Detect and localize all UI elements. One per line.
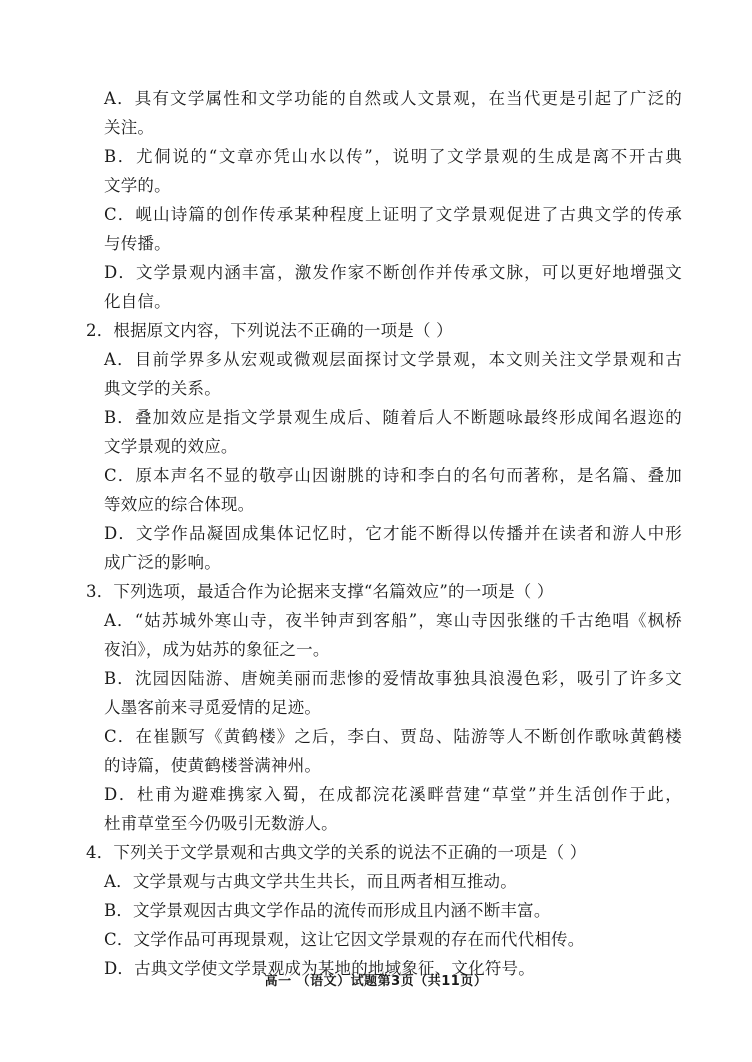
option-line: D．文学作品凝固成集体记忆时，它才能不断得以传播并在读者和游人中形 <box>104 524 682 543</box>
option-line: A．目前学界多从宏观或微观层面探讨文学景观，本文则关注文学景观和古 <box>104 350 682 369</box>
prev-option-a <box>86 84 682 142</box>
option-line: D．古典文学使文学景观成为某地的地域象征、文化符号。 <box>104 959 535 978</box>
question-3 <box>86 577 682 838</box>
option-line: 文学景观的效应。 <box>104 437 238 456</box>
prev-option-c <box>86 200 682 258</box>
option-line: B．文学景观因古典文学作品的流传而形成且内涵不断丰富。 <box>104 901 551 920</box>
option-line: 人墨客前来寻觅爱情的足迹。 <box>104 698 322 717</box>
option-line: 文学的。 <box>104 176 171 195</box>
page-footer: 高一 （语文）试题第3页（共11页） <box>264 974 488 989</box>
option-line: A．具有文学属性和文学功能的自然或人文景观，在当代更是引起了广泛的 <box>104 89 682 108</box>
option-line: B．尤侗说的“文章亦凭山水以传”，说明了文学景观的生成是离不开古典 <box>104 147 682 166</box>
option-line: 的诗篇，使黄鹤楼誉满神州。 <box>104 756 322 775</box>
option-line: 夜泊》，成为姑苏的象征之一。 <box>104 640 330 659</box>
option-line: C．在崔颢写《黄鹤楼》之后，李白、贾岛、陆游等人不断创作歌咏黄鹤楼 <box>104 727 682 746</box>
option-line: B．沈园因陆游、唐婉美丽而悲惨的爱情故事独具浪漫色彩，吸引了许多文 <box>104 669 682 688</box>
option-line: 化自信。 <box>104 292 171 311</box>
question-stem: 2．根据原文内容，下列说法不正确的一项是（ ） <box>86 321 453 340</box>
page-content <box>86 84 682 983</box>
option-line: A．“姑苏城外寒山寺，夜半钟声到客船”，寒山寺因张继的千古绝唱《枫桥 <box>104 611 682 630</box>
option-line: 成广泛的影响。 <box>104 553 221 572</box>
option-line: 等效应的综合体现。 <box>104 495 255 514</box>
option-line: 典文学的关系。 <box>104 379 221 398</box>
option-line: D．杜甫为避难携家入蜀，在成都浣花溪畔营建“草堂”并生活创作于此， <box>104 785 682 804</box>
option-line: D．文学景观内涵丰富，激发作家不断创作并传承文脉，可以更好地增强文 <box>104 263 682 282</box>
question-stem: 3．下列选项，最适合作为论据来支撑“名篇效应”的一项是（ ） <box>86 582 554 601</box>
option-line: 关注。 <box>104 118 155 137</box>
option-line: 杜甫草堂至今仍吸引无数游人。 <box>104 814 338 833</box>
option-line: C．原本声名不显的敬亭山因谢朓的诗和李白的名句而著称，是名篇、叠加 <box>104 466 682 485</box>
option-line: A．文学景观与古典文学共生共长，而且两者相互推动。 <box>104 872 517 891</box>
option-line: B．叠加效应是指文学景观生成后、随着后人不断题咏最终形成闻名遐迩的 <box>104 408 682 427</box>
question-stem: 4．下列关于文学景观和古典文学的关系的说法不正确的一项是（ ） <box>86 843 587 862</box>
prev-option-b <box>86 142 682 200</box>
prev-option-d <box>86 258 682 316</box>
option-line: C．文学作品可再现景观，这让它因文学景观的存在而代代相传。 <box>104 930 585 949</box>
option-line: 与传播。 <box>104 234 171 253</box>
question-2 <box>86 316 682 577</box>
option-line: C．岘山诗篇的创作传承某种程度上证明了文学景观促进了古典文学的传承 <box>104 205 682 224</box>
question-4 <box>86 838 682 983</box>
